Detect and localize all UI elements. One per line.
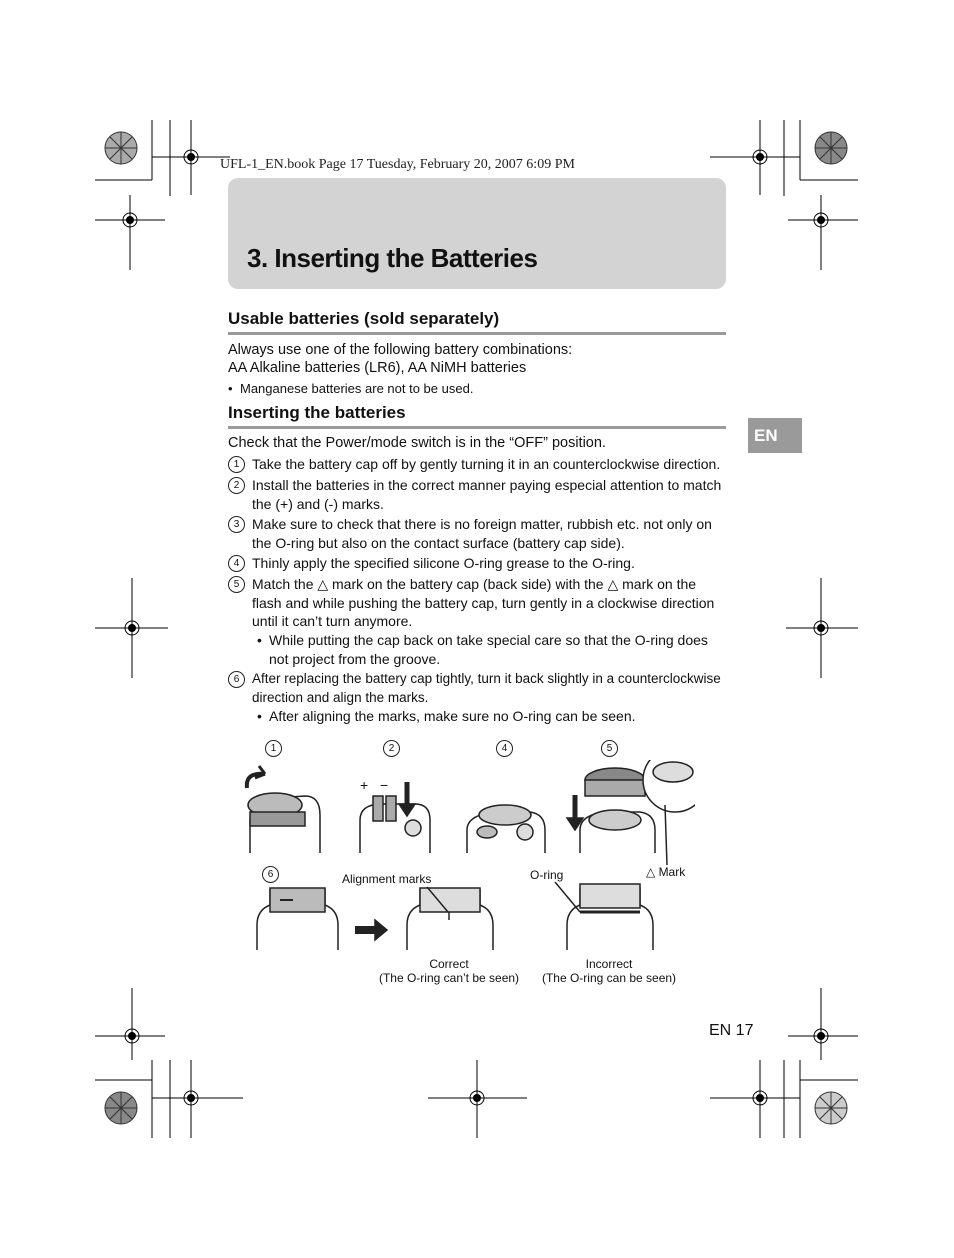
step-number: 5: [228, 576, 245, 593]
step-text: Match the △ mark on the battery cap (back side) with the △ mark on the flash and while pushing the battery cap, turn gently in a clockwise direction until it can’t turn anymore.: [252, 576, 715, 629]
manganese-note: Manganese batteries are not to be used.: [240, 381, 474, 396]
correct-caption: (The O-ring can’t be seen): [378, 971, 520, 985]
usable-batteries-heading: Usable batteries (sold separately): [228, 309, 500, 328]
step-number: 4: [228, 555, 245, 572]
figure-number: 1: [265, 740, 282, 757]
step-text: Thinly apply the specified silicone O-ring grease to the O-ring.: [252, 555, 635, 571]
step-3: [228, 515, 726, 552]
bullet-mark: •: [257, 632, 262, 648]
step-number: 2: [228, 477, 245, 494]
figure-number: 6: [262, 866, 279, 883]
step-number: 6: [228, 671, 245, 688]
step-text: After replacing the battery cap tightly, turn it back slightly in a counterclockwise direction and align the marks.: [252, 671, 721, 705]
inserting-intro: Check that the Power/mode switch is in the “OFF” position.: [228, 435, 606, 451]
mark-label: △ Mark: [646, 865, 686, 879]
figure-number: 4: [496, 740, 513, 757]
step-number: 1: [228, 456, 245, 473]
step-5: [228, 575, 726, 631]
figure-number: 2: [383, 740, 400, 757]
bullet-mark: •: [257, 708, 262, 724]
usable-line-2: AA Alkaline batteries (LR6), AA NiMH batteries: [228, 360, 527, 376]
step-number: 3: [228, 516, 245, 533]
figure-number: 5: [601, 740, 618, 757]
inserting-heading: Inserting the batteries: [228, 403, 406, 422]
step-text: Make sure to check that there is no foreign matter, rubbish etc. not only on the O-ring but also on the contact surface (battery cap side).: [252, 516, 712, 551]
plus-symbol: +: [360, 777, 369, 793]
note-text: While putting the cap back on take special care so that the O-ring does not project from the groove.: [269, 632, 708, 667]
language-tab: EN: [748, 418, 802, 453]
page-title: 3. Inserting the Batteries: [247, 243, 538, 273]
step-text: Take the battery cap off by gently turning it in an counterclockwise direction.: [252, 456, 721, 472]
bullet-mark: •: [228, 381, 233, 396]
battery-illustrations: [235, 760, 695, 960]
section-rule: [228, 426, 726, 429]
section-rule: [228, 332, 726, 335]
note-text: After aligning the marks, make sure no O-ring can be seen.: [269, 708, 636, 724]
o-ring-label: O-ring: [530, 868, 564, 882]
step-4: [228, 554, 726, 573]
incorrect-caption: (The O-ring can be seen): [541, 971, 677, 985]
correct-label: Correct: [429, 957, 469, 971]
step-2: [228, 476, 726, 513]
print-header: UFL-1_EN.book Page 17 Tuesday, February 20, 2007 6:09 PM: [220, 157, 575, 172]
usable-line-1: Always use one of the following battery combinations:: [228, 342, 573, 358]
alignment-marks-label: Alignment marks: [342, 872, 432, 886]
step-6-note: [254, 707, 726, 726]
step-5-note: [254, 631, 726, 668]
page-number: EN 17: [709, 1022, 754, 1039]
step-1: [228, 455, 726, 474]
minus-symbol: −: [380, 777, 389, 793]
step-text: Install the batteries in the correct manner paying especial attention to match the (+) and (-) marks.: [252, 477, 722, 512]
incorrect-label: Incorrect: [585, 957, 633, 971]
step-6: [228, 670, 726, 707]
